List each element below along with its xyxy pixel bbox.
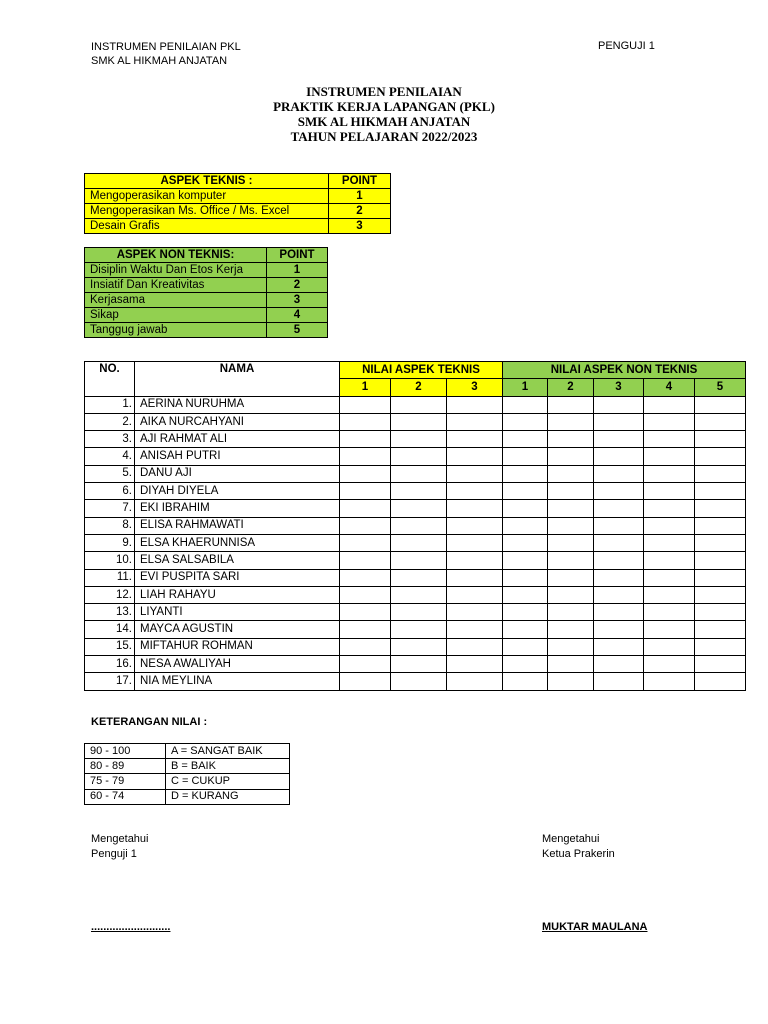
technical-score-cell[interactable] <box>340 500 391 517</box>
non-technical-score-cell[interactable] <box>503 465 548 482</box>
non-technical-score-cell[interactable] <box>644 534 695 551</box>
non-technical-score-cell[interactable] <box>594 638 644 655</box>
non-technical-score-cell[interactable] <box>695 517 746 534</box>
non-technical-aspect-point: 5 <box>267 323 328 338</box>
non-technical-score-cell[interactable] <box>594 604 644 621</box>
technical-score-cell[interactable] <box>447 569 503 586</box>
technical-score-cell[interactable] <box>447 431 503 448</box>
non-technical-score-cell[interactable] <box>548 413 594 430</box>
technical-score-cell[interactable] <box>447 552 503 569</box>
non-technical-score-cell[interactable] <box>548 552 594 569</box>
table-row <box>85 413 746 430</box>
technical-score-cell[interactable] <box>340 673 391 690</box>
signature-block-right <box>542 832 615 862</box>
signature-block-left <box>91 832 149 862</box>
non-technical-score-cell[interactable] <box>695 448 746 465</box>
technical-col-header: 3 <box>447 379 503 396</box>
non-technical-score-cell[interactable] <box>695 534 746 551</box>
technical-score-cell[interactable] <box>447 500 503 517</box>
row-number: 15. <box>85 638 135 655</box>
technical-score-cell[interactable] <box>340 431 391 448</box>
technical-score-cell[interactable] <box>391 621 447 638</box>
non-technical-score-cell[interactable] <box>594 396 644 413</box>
row-number: 11. <box>85 569 135 586</box>
signature-right-caption: Mengetahui <box>542 833 600 845</box>
row-number: 16. <box>85 656 135 673</box>
non-technical-score-cell[interactable] <box>695 604 746 621</box>
student-name: LIYANTI <box>135 604 340 621</box>
non-technical-score-cell[interactable] <box>503 413 548 430</box>
student-name: NESA AWALIYAH <box>135 656 340 673</box>
technical-score-cell[interactable] <box>340 569 391 586</box>
point-header: POINT <box>267 248 328 263</box>
student-name: DIYAH DIYELA <box>135 483 340 500</box>
document-title <box>0 84 768 144</box>
signature-left-caption: Mengetahui <box>91 833 149 845</box>
table-row <box>85 621 746 638</box>
non-technical-score-cell[interactable] <box>503 656 548 673</box>
grade-description: C = CUKUP <box>166 774 290 789</box>
non-technical-score-cell[interactable] <box>548 534 594 551</box>
technical-score-cell[interactable] <box>447 413 503 430</box>
group-header-technical: NILAI ASPEK TEKNIS <box>340 362 503 379</box>
non-technical-score-cell[interactable] <box>644 413 695 430</box>
grade-range: 80 - 89 <box>85 759 166 774</box>
non-technical-score-cell[interactable] <box>695 431 746 448</box>
technical-col-header: 1 <box>340 379 391 396</box>
non-technical-score-cell[interactable] <box>695 396 746 413</box>
table-row <box>85 673 746 690</box>
student-name: ANISAH PUTRI <box>135 448 340 465</box>
non-technical-aspect-label: Tanggug jawab <box>85 323 267 338</box>
non-technical-score-cell[interactable] <box>695 569 746 586</box>
technical-score-cell[interactable] <box>391 396 447 413</box>
non-technical-score-cell[interactable] <box>594 621 644 638</box>
non-technical-score-cell[interactable] <box>695 552 746 569</box>
non-technical-score-cell[interactable] <box>503 638 548 655</box>
signature-left-name-line: .......................... <box>91 921 171 933</box>
non-technical-score-cell[interactable] <box>548 656 594 673</box>
non-technical-score-cell[interactable] <box>548 465 594 482</box>
non-technical-score-cell[interactable] <box>644 604 695 621</box>
non-technical-score-cell[interactable] <box>695 413 746 430</box>
student-rows <box>85 396 746 690</box>
non-technical-score-cell[interactable] <box>503 621 548 638</box>
non-technical-score-cell[interactable] <box>548 448 594 465</box>
row-number: 6. <box>85 483 135 500</box>
non-technical-score-cell[interactable] <box>548 431 594 448</box>
technical-score-cell[interactable] <box>447 448 503 465</box>
row-number: 13. <box>85 604 135 621</box>
non-technical-score-cell[interactable] <box>594 483 644 500</box>
technical-aspects-table <box>84 173 391 234</box>
non-technical-col-header: 1 <box>503 379 548 396</box>
non-technical-score-cell[interactable] <box>644 448 695 465</box>
technical-aspect-label: Mengoperasikan komputer <box>85 189 329 204</box>
non-technical-score-cell[interactable] <box>503 500 548 517</box>
non-technical-score-cell[interactable] <box>695 621 746 638</box>
table-row <box>85 396 746 413</box>
header-examiner-label: PENGUJI 1 <box>598 40 655 52</box>
col-header-nama: NAMA <box>135 362 340 397</box>
non-technical-score-cell[interactable] <box>594 465 644 482</box>
technical-score-cell[interactable] <box>391 483 447 500</box>
technical-score-cell[interactable] <box>340 448 391 465</box>
non-technical-score-cell[interactable] <box>644 552 695 569</box>
student-name: ELISA RAHMAWATI <box>135 517 340 534</box>
technical-col-header: 2 <box>391 379 447 396</box>
document-header-left <box>91 40 241 68</box>
technical-score-cell[interactable] <box>340 638 391 655</box>
table-row <box>85 500 746 517</box>
non-technical-score-cell[interactable] <box>594 448 644 465</box>
technical-score-cell[interactable] <box>391 604 447 621</box>
grade-legend-table <box>84 743 290 805</box>
non-technical-score-cell[interactable] <box>503 569 548 586</box>
table-row <box>85 517 746 534</box>
non-technical-score-cell[interactable] <box>695 656 746 673</box>
row-number: 7. <box>85 500 135 517</box>
technical-score-cell[interactable] <box>447 673 503 690</box>
non-technical-aspect-point: 3 <box>267 293 328 308</box>
table-row <box>85 431 746 448</box>
technical-score-cell[interactable] <box>447 656 503 673</box>
row-number: 2. <box>85 413 135 430</box>
signature-left-role: Penguji 1 <box>91 848 137 860</box>
technical-score-cell[interactable] <box>391 448 447 465</box>
technical-aspect-point: 1 <box>329 189 391 204</box>
non-technical-col-header: 3 <box>594 379 644 396</box>
signature-right-name: MUKTAR MAULANA <box>542 921 648 933</box>
non-technical-score-cell[interactable] <box>644 517 695 534</box>
non-technical-score-cell[interactable] <box>594 413 644 430</box>
non-technical-score-cell[interactable] <box>644 500 695 517</box>
non-technical-score-cell[interactable] <box>548 396 594 413</box>
non-technical-score-cell[interactable] <box>548 517 594 534</box>
title-line-1: INSTRUMEN PENILAIAN <box>306 84 462 99</box>
row-number: 17. <box>85 673 135 690</box>
non-technical-score-cell[interactable] <box>503 552 548 569</box>
non-technical-score-cell[interactable] <box>503 534 548 551</box>
row-number: 1. <box>85 396 135 413</box>
title-line-3: SMK AL HIKMAH ANJATAN <box>297 114 471 129</box>
grade-description: D = KURANG <box>166 789 290 804</box>
non-technical-score-cell[interactable] <box>644 431 695 448</box>
non-technical-score-cell[interactable] <box>644 483 695 500</box>
student-name: ELSA KHAERUNNISA <box>135 534 340 551</box>
non-technical-score-cell[interactable] <box>503 396 548 413</box>
non-technical-col-header: 5 <box>695 379 746 396</box>
non-technical-aspect-label: Kerjasama <box>85 293 267 308</box>
non-technical-aspect-label: Insiatif Dan Kreativitas <box>85 278 267 293</box>
non-technical-score-cell[interactable] <box>503 483 548 500</box>
technical-score-cell[interactable] <box>391 638 447 655</box>
student-name: MAYCA AGUSTIN <box>135 621 340 638</box>
row-number: 3. <box>85 431 135 448</box>
grade-range: 60 - 74 <box>85 789 166 804</box>
technical-score-cell[interactable] <box>340 517 391 534</box>
non-technical-score-cell[interactable] <box>503 604 548 621</box>
header-school-line: SMK AL HIKMAH ANJATAN <box>91 55 228 67</box>
technical-score-cell[interactable] <box>391 656 447 673</box>
non-technical-score-cell[interactable] <box>644 569 695 586</box>
technical-score-cell[interactable] <box>447 396 503 413</box>
technical-score-cell[interactable] <box>391 673 447 690</box>
non-technical-score-cell[interactable] <box>548 500 594 517</box>
non-technical-col-header: 4 <box>644 379 695 396</box>
non-technical-score-cell[interactable] <box>548 483 594 500</box>
table-row <box>85 638 746 655</box>
technical-score-cell[interactable] <box>340 396 391 413</box>
non-technical-score-cell[interactable] <box>594 673 644 690</box>
non-technical-aspects-header: ASPEK NON TEKNIS: <box>85 248 267 263</box>
non-technical-aspect-point: 1 <box>267 263 328 278</box>
technical-score-cell[interactable] <box>391 586 447 603</box>
grade-description: A = SANGAT BAIK <box>166 744 290 759</box>
signature-right-role: Ketua Prakerin <box>542 848 615 860</box>
row-number: 14. <box>85 621 135 638</box>
non-technical-score-cell[interactable] <box>594 500 644 517</box>
non-technical-score-cell[interactable] <box>644 621 695 638</box>
technical-score-cell[interactable] <box>447 586 503 603</box>
technical-aspect-label: Mengoperasikan Ms. Office / Ms. Excel <box>85 204 329 219</box>
technical-score-cell[interactable] <box>447 534 503 551</box>
technical-score-cell[interactable] <box>340 552 391 569</box>
non-technical-score-cell[interactable] <box>644 586 695 603</box>
non-technical-score-cell[interactable] <box>644 396 695 413</box>
non-technical-score-cell[interactable] <box>695 586 746 603</box>
technical-aspect-point: 3 <box>329 219 391 234</box>
non-technical-score-cell[interactable] <box>503 586 548 603</box>
table-row <box>85 483 746 500</box>
title-line-4: TAHUN PELAJARAN 2022/2023 <box>290 129 478 144</box>
grade-description: B = BAIK <box>166 759 290 774</box>
technical-score-cell[interactable] <box>447 638 503 655</box>
technical-score-cell[interactable] <box>391 465 447 482</box>
student-name: LIAH RAHAYU <box>135 586 340 603</box>
table-row <box>85 569 746 586</box>
technical-score-cell[interactable] <box>391 500 447 517</box>
student-name: AERINA NURUHMA <box>135 396 340 413</box>
technical-aspect-point: 2 <box>329 204 391 219</box>
non-technical-score-cell[interactable] <box>695 673 746 690</box>
row-number: 4. <box>85 448 135 465</box>
non-technical-aspects-table <box>84 247 328 338</box>
technical-score-cell[interactable] <box>340 483 391 500</box>
technical-score-cell[interactable] <box>340 586 391 603</box>
non-technical-aspect-label: Sikap <box>85 308 267 323</box>
non-technical-score-cell[interactable] <box>594 431 644 448</box>
table-row <box>85 465 746 482</box>
non-technical-score-cell[interactable] <box>594 517 644 534</box>
non-technical-aspect-point: 4 <box>267 308 328 323</box>
score-table <box>84 361 746 691</box>
group-header-non-technical: NILAI ASPEK NON TEKNIS <box>503 362 746 379</box>
row-number: 8. <box>85 517 135 534</box>
non-technical-score-cell[interactable] <box>644 673 695 690</box>
technical-score-cell[interactable] <box>340 413 391 430</box>
header-title-line: INSTRUMEN PENILAIAN PKL <box>91 41 241 53</box>
non-technical-score-cell[interactable] <box>644 465 695 482</box>
student-name: EVI PUSPITA SARI <box>135 569 340 586</box>
non-technical-score-cell[interactable] <box>503 448 548 465</box>
title-line-2: PRAKTIK KERJA LAPANGAN (PKL) <box>273 99 495 114</box>
table-row <box>85 586 746 603</box>
technical-score-cell[interactable] <box>340 534 391 551</box>
non-technical-score-cell[interactable] <box>594 586 644 603</box>
non-technical-score-cell[interactable] <box>594 552 644 569</box>
technical-score-cell[interactable] <box>447 517 503 534</box>
point-header: POINT <box>329 174 391 189</box>
grade-range: 75 - 79 <box>85 774 166 789</box>
non-technical-score-cell[interactable] <box>548 569 594 586</box>
grade-range: 90 - 100 <box>85 744 166 759</box>
non-technical-score-cell[interactable] <box>695 638 746 655</box>
student-name: EKI IBRAHIM <box>135 500 340 517</box>
non-technical-score-cell[interactable] <box>594 656 644 673</box>
technical-aspects-header: ASPEK TEKNIS : <box>85 174 329 189</box>
student-name: MIFTAHUR ROHMAN <box>135 638 340 655</box>
non-technical-aspect-label: Disiplin Waktu Dan Etos Kerja <box>85 263 267 278</box>
non-technical-score-cell[interactable] <box>644 656 695 673</box>
non-technical-score-cell[interactable] <box>503 673 548 690</box>
technical-score-cell[interactable] <box>391 413 447 430</box>
row-number: 9. <box>85 534 135 551</box>
technical-aspect-label: Desain Grafis <box>85 219 329 234</box>
non-technical-score-cell[interactable] <box>594 534 644 551</box>
non-technical-score-cell[interactable] <box>695 500 746 517</box>
non-technical-score-cell[interactable] <box>644 638 695 655</box>
technical-score-cell[interactable] <box>447 604 503 621</box>
non-technical-score-cell[interactable] <box>548 621 594 638</box>
row-number: 10. <box>85 552 135 569</box>
non-technical-col-header: 2 <box>548 379 594 396</box>
technical-score-cell[interactable] <box>340 621 391 638</box>
technical-score-cell[interactable] <box>340 656 391 673</box>
technical-score-cell[interactable] <box>391 569 447 586</box>
student-name: NIA MEYLINA <box>135 673 340 690</box>
technical-score-cell[interactable] <box>340 465 391 482</box>
table-row <box>85 534 746 551</box>
row-number: 12. <box>85 586 135 603</box>
technical-score-cell[interactable] <box>391 534 447 551</box>
table-row <box>85 604 746 621</box>
student-name: AJI RAHMAT ALI <box>135 431 340 448</box>
technical-score-cell[interactable] <box>447 621 503 638</box>
non-technical-score-cell[interactable] <box>695 483 746 500</box>
non-technical-score-cell[interactable] <box>503 517 548 534</box>
non-technical-score-cell[interactable] <box>503 431 548 448</box>
non-technical-score-cell[interactable] <box>695 465 746 482</box>
col-header-no: NO. <box>85 362 135 397</box>
non-technical-score-cell[interactable] <box>548 638 594 655</box>
table-row <box>85 448 746 465</box>
grade-legend-label: KETERANGAN NILAI : <box>91 716 208 728</box>
student-name: AIKA NURCAHYANI <box>135 413 340 430</box>
technical-score-cell[interactable] <box>391 517 447 534</box>
technical-score-cell[interactable] <box>340 604 391 621</box>
row-number: 5. <box>85 465 135 482</box>
technical-score-cell[interactable] <box>391 552 447 569</box>
non-technical-score-cell[interactable] <box>594 569 644 586</box>
non-technical-aspect-point: 2 <box>267 278 328 293</box>
table-row <box>85 552 746 569</box>
non-technical-score-cell[interactable] <box>548 586 594 603</box>
table-row <box>85 656 746 673</box>
student-name: DANU AJI <box>135 465 340 482</box>
student-name: ELSA SALSABILA <box>135 552 340 569</box>
non-technical-score-cell[interactable] <box>548 604 594 621</box>
non-technical-score-cell[interactable] <box>548 673 594 690</box>
technical-score-cell[interactable] <box>391 431 447 448</box>
technical-score-cell[interactable] <box>447 465 503 482</box>
technical-score-cell[interactable] <box>447 483 503 500</box>
